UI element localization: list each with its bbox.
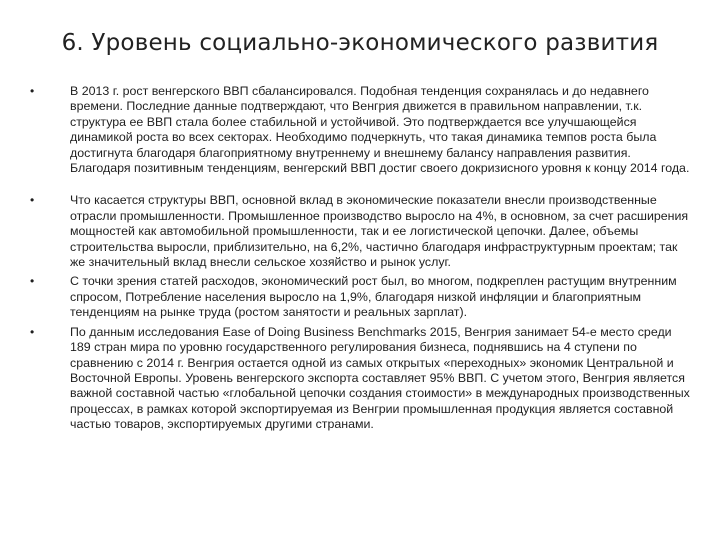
bullet-marker: •	[30, 193, 35, 208]
bullet-text: С точки зрения статей расходов, экономический рост был, во многом, подкреплен растущим внутренним спросом, Потребление населения выросло на 1,9%, благодаря низкой инфляции и благоприятным тенденциям на рынке труда (ростом занятости и реальных зарплат).	[70, 274, 677, 320]
slide-title: 6. Уровень социально-экономического развития	[61, 30, 659, 56]
bullet-item-expenditure	[30, 274, 690, 320]
bullet-list	[30, 84, 690, 433]
bullet-text: По данным исследования Ease of Doing Business Benchmarks 2015, Венгрия занимает 54-е место среди 189 стран мира по уровню государственного регулирования бизнеса, поднявшись на 4 ступени по сравнению с 2014 г. Венгрия остается одной из самых открытых «переходных» экономик Центральной и Восточной Европы. Уровень венгерского экспорта составляет 95% ВВП. С учетом этого, Венгрия является важной составной частью «глобальной цепочки создания стоимости» в международных производственных процессах, в рамках которой экспортируемая из Венгрии промышленная продукция является составной частью товаров, экспортируемых другими странами.	[70, 324, 690, 432]
bullet-text: В 2013 г. рост венгерского ВВП сбалансировался. Подобная тенденция сохранялась и до недавнего времени. Последние данные подтверждают, что Венгрия движется в правильном направлении, т.к. структура ее ВВП стала более стабильной и устойчивой. Это подтверждается все улучшающейся динамикой роста во всех секторах. Необходимо подчеркнуть, что такая динамика темпов роста была достигнута благодаря благоприятному внутреннему и внешнему балансу направления развития. Благодаря позитивным тенденциям, венгерский ВВП достиг своего докризисного уровня к концу 2014 года.	[70, 84, 690, 176]
bullet-item-gdp-growth	[30, 84, 690, 176]
bullet-text: Что касается структуры ВВП, основной вклад в экономические показатели внесли производственные отрасли промышленности. Промышленное производство выросло на 4%, в основном, за счет расширения мощностей как автомобильной промышленности, так и ее логистической цепочки. Далее, объемы строительства выросли, приблизительно, на 6,2%, частично благодаря инфраструктурным проектам; так же значительный вклад внесли сельское хозяйство и рынок услуг.	[70, 193, 689, 270]
bullet-item-gdp-structure	[30, 193, 690, 270]
bullet-item-doing-business	[30, 325, 690, 433]
bullet-marker: •	[30, 274, 35, 289]
bullet-marker: •	[30, 84, 35, 98]
bullet-marker: •	[30, 324, 35, 339]
